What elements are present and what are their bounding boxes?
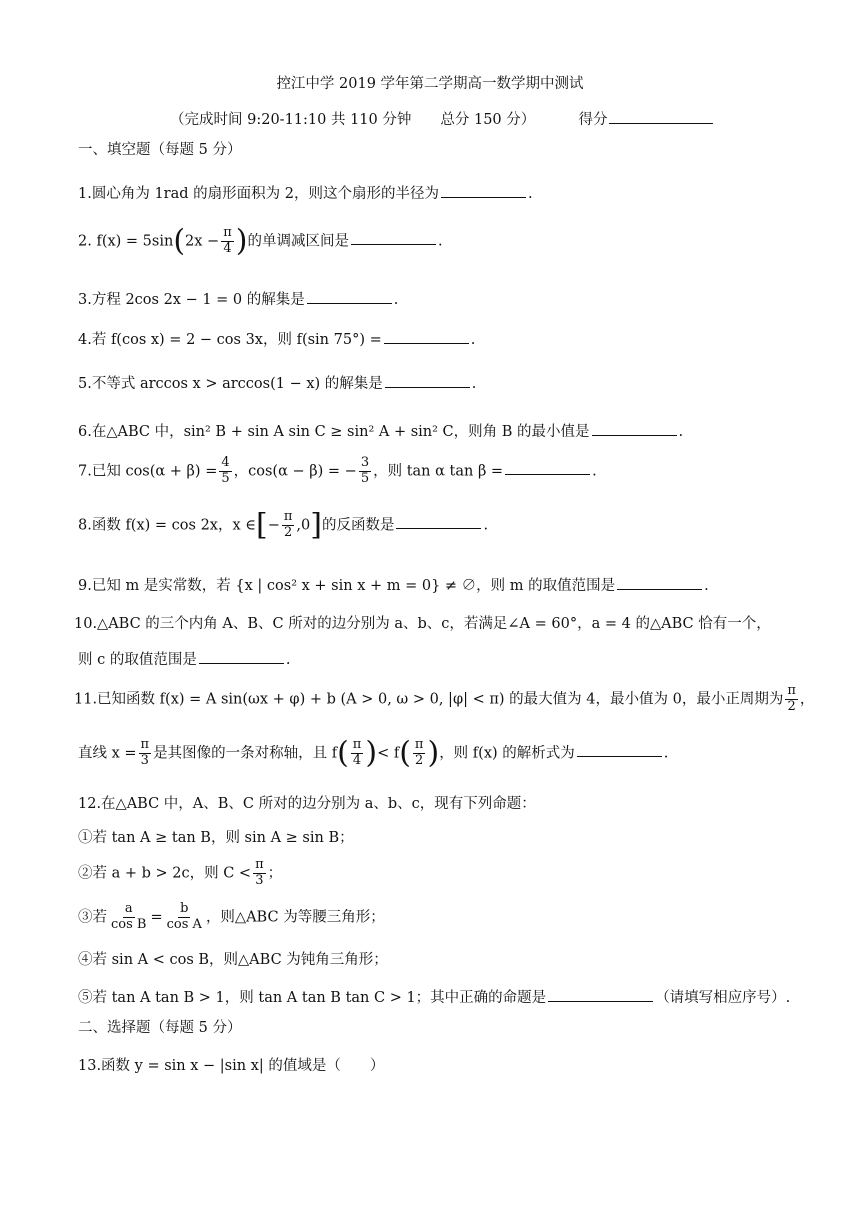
q12-answer-blank[interactable] — [548, 986, 653, 1002]
question-6 — [78, 420, 683, 442]
section-choice-heading: 二、选择题（每题 5 分） — [78, 1020, 242, 1036]
q1-text: 1.圆心角为 1rad 的扇形面积为 2，则这个扇形的半径为 — [78, 186, 439, 203]
q12-item-5 — [78, 986, 790, 1008]
q10-answer-blank[interactable] — [199, 648, 284, 664]
question-10-line-1: 10.△ABC 的三个内角 A、B、C 所对的边分别为 a、b、c，若满足∠A = 60°，a = 4 的△ABC 恰有一个， — [74, 616, 771, 632]
fraction — [785, 684, 798, 715]
q8-text-b: 的反函数是 — [321, 517, 395, 534]
frac-den: 5 — [221, 470, 230, 486]
frac-num: π — [255, 857, 264, 872]
q2-inner: 2x − — [185, 233, 220, 250]
fraction — [109, 902, 148, 933]
question-11-line-2 — [78, 735, 669, 771]
frac-num: π — [414, 737, 424, 752]
q4-text: 4.若 f(cos x) = 2 − cos 3x，则 f(sin 75°) = — [78, 332, 382, 349]
q2-text: 的单调减区间是 — [247, 233, 349, 250]
question-12-intro: 12.在△ABC 中，A、B、C 所对的边分别为 a、b、c，现有下列命题： — [78, 796, 536, 812]
q1-post: . — [527, 186, 533, 203]
q12-item-5-post: （请填写相应序号）. — [655, 990, 791, 1007]
exam-title: 控江中学 2019 学年第二学期高一数学期中测试 — [276, 76, 584, 92]
paren-left: ( — [173, 223, 186, 259]
q4-answer-blank[interactable] — [384, 328, 469, 344]
q7-text-b: ，cos(α − β) = − — [233, 463, 357, 480]
q12-item-5-text: ⑤若 tan A tan B > 1，则 tan A tan B tan C > 1；其中正确的命题是 — [78, 990, 547, 1007]
q9-post: . — [704, 578, 709, 595]
q5-text: 5.不等式 arccos x > arccos(1 − x) 的解集是 — [78, 376, 383, 393]
frac-den: 3 — [140, 752, 149, 768]
q1-answer-blank[interactable] — [441, 182, 526, 198]
q11-text-a: 11.已知函数 f(x) = A sin(ωx + φ) + b (A > 0, ω > 0, |φ| < π) 的最大值为 4，最小值为 0，最小正周期为 — [74, 691, 784, 708]
question-13: 13.函数 y = sin x − |sin x| 的值域是（ ） — [78, 1058, 385, 1074]
q12-item-4: ④若 sin A < cos B，则△ABC 为钝角三角形； — [78, 952, 388, 968]
frac-den: 3 — [255, 872, 264, 888]
exam-info-text: （完成时间 9:20-11:10 共 110 分钟 总分 150 分） — [170, 112, 536, 129]
q7-end: . — [592, 463, 597, 480]
fraction — [413, 738, 426, 769]
q11-text-e: ，则 f(x) 的解析式为 — [439, 745, 575, 762]
fraction — [282, 510, 295, 541]
fraction — [253, 858, 266, 889]
frac-den: 2 — [415, 752, 424, 768]
frac-num: b — [180, 901, 189, 916]
neg-sign: − — [267, 517, 280, 534]
q11-comma: ， — [799, 691, 815, 708]
frac-num: π — [283, 509, 293, 524]
equals-sign: = — [150, 909, 163, 926]
bracket-right: ] — [310, 507, 322, 543]
q6-text: 6.在△ABC 中，sin² B + sin A sin C ≥ sin² A + sin² C，则角 B 的最小值是 — [78, 424, 590, 441]
bracket-left: [ — [256, 507, 268, 543]
score-label: 得分 — [578, 112, 608, 129]
q11-text-c: 是其图像的一条对称轴，且 f — [153, 745, 338, 762]
question-11-line-1 — [74, 684, 814, 715]
question-7 — [78, 456, 597, 487]
q11-answer-blank[interactable] — [577, 741, 662, 757]
section-fill-heading: 一、填空题（每题 5 分） — [78, 142, 242, 158]
fraction — [221, 226, 234, 257]
question-5 — [78, 372, 476, 394]
q2-func: f(x) = 5sin — [96, 233, 174, 250]
q11-post: . — [663, 745, 669, 762]
fraction — [351, 738, 364, 769]
paren-right: ) — [365, 735, 378, 771]
q12-item-1: ①若 tan A ≥ tan B，则 sin A ≥ sin B； — [78, 830, 354, 846]
q12-item-2-text-b: ； — [267, 865, 283, 882]
question-10-line-2 — [78, 648, 290, 670]
q2-answer-blank[interactable] — [351, 229, 436, 245]
question-1 — [78, 182, 533, 204]
fraction — [359, 456, 371, 487]
q12-item-3-text-b: ，则△ABC 为等腰三角形； — [205, 909, 385, 926]
q6-answer-blank[interactable] — [592, 420, 677, 436]
frac-num: 3 — [360, 455, 370, 470]
q11-text-b: 直线 x = — [78, 745, 137, 762]
exam-info — [170, 108, 715, 130]
q6-post: . — [678, 424, 684, 441]
q12-item-3-text-a: ③若 — [78, 909, 107, 926]
fraction — [165, 902, 204, 933]
q9-answer-blank[interactable] — [617, 574, 702, 590]
q11-text-d: < f — [377, 745, 400, 762]
q10-text: 则 c 的取值范围是 — [78, 652, 197, 669]
q8-end: . — [483, 517, 489, 534]
fraction — [139, 738, 152, 769]
question-4 — [78, 328, 475, 350]
q10-post: . — [285, 652, 291, 669]
q5-answer-blank[interactable] — [385, 372, 470, 388]
frac-den: 2 — [284, 524, 293, 540]
q8-zero: ,0 — [296, 517, 311, 534]
q8-text-a: 8.函数 f(x) = cos 2x，x ∈ — [78, 517, 256, 534]
question-2 — [78, 223, 443, 259]
q12-item-2 — [78, 858, 282, 889]
q7-text-a: 7.已知 cos(α + β) = — [78, 463, 218, 480]
score-blank[interactable] — [609, 108, 713, 124]
q3-text: 3.方程 2cos 2x − 1 = 0 的解集是 — [78, 292, 305, 309]
frac-den: 4 — [352, 752, 362, 768]
paren-right: ) — [235, 223, 248, 259]
q3-answer-blank[interactable] — [307, 288, 392, 304]
q5-post: . — [471, 376, 477, 393]
q2-end: . — [437, 233, 443, 250]
q2-num: 2. — [78, 233, 92, 250]
frac-num: π — [352, 737, 362, 752]
q4-post: . — [470, 332, 476, 349]
frac-den: cos B — [111, 916, 147, 932]
frac-den: 4 — [223, 240, 232, 256]
frac-den: cos A — [166, 916, 202, 932]
q8-answer-blank[interactable] — [396, 513, 481, 529]
frac-den: 2 — [787, 698, 796, 714]
q7-answer-blank[interactable] — [505, 459, 590, 475]
fraction — [219, 456, 231, 487]
paren-left: ( — [337, 735, 349, 771]
frac-num: 4 — [221, 455, 230, 470]
frac-num: π — [223, 225, 232, 240]
paren-right: ) — [427, 735, 440, 771]
paren-left: ( — [399, 735, 411, 771]
q3-post: . — [393, 292, 399, 309]
frac-den: 5 — [360, 470, 370, 486]
q12-item-2-text-a: ②若 a + b > 2c，则 C < — [78, 865, 252, 882]
question-8 — [78, 507, 489, 543]
frac-num: π — [787, 683, 796, 698]
q12-item-3 — [78, 902, 385, 933]
frac-num: a — [124, 901, 133, 916]
q9-text: 9.已知 m 是实常数，若 {x | cos² x + sin x + m = 0} ≠ ∅，则 m 的取值范围是 — [78, 578, 616, 595]
question-9 — [78, 574, 709, 596]
frac-num: π — [140, 737, 150, 752]
q7-text-c: ，则 tan α tan β = — [373, 463, 504, 480]
question-3 — [78, 288, 398, 310]
